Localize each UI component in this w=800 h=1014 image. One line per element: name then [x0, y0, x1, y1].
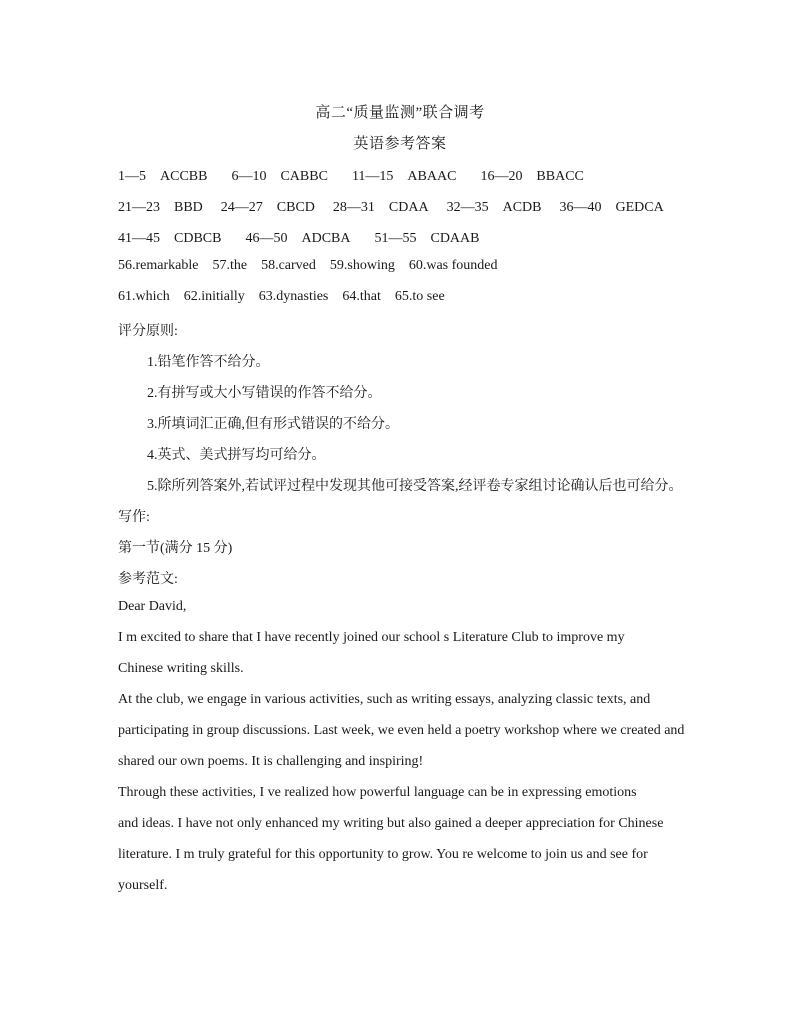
essay-line: I m excited to share that I have recently joined our school s Literature Club to improve my [118, 630, 625, 645]
document-title: 高二“质量监测”联合调考 [315, 105, 485, 121]
fill-in-row-1 [118, 258, 512, 274]
answer-group: 36—40 GEDCA [559, 200, 664, 215]
sample-essay-label: 参考范文: [118, 572, 178, 587]
answer-group: 32—35 ACDB [446, 200, 542, 215]
answer-row-3 [118, 227, 504, 247]
scoring-rule: 5.除所列答案外,若试评过程中发现其他可接受答案,经评卷专家组讨论确认后也可给分。 [147, 479, 683, 494]
answer-group: 16—20 BBACC [480, 169, 584, 184]
scoring-heading: 评分原则: [118, 324, 178, 339]
essay-line: Chinese writing skills. [118, 661, 244, 676]
essay-line: At the club, we engage in various activities, such as writing essays, analyzing classic texts, and [118, 692, 651, 707]
scoring-rule: 2.有拼写或大小写错误的作答不给分。 [147, 386, 382, 401]
fill-in-answer: 65.to see [394, 289, 445, 304]
scoring-rule: 1.铅笔作答不给分。 [147, 355, 270, 370]
answer-group: 6—10 CABBC [231, 169, 328, 184]
fill-in-answer: 56.remarkable [118, 258, 199, 273]
essay-line: literature. I m truly grateful for this opportunity to grow. You re welcome to join us and see for [118, 847, 648, 862]
scoring-rule: 3.所填词汇正确,但有形式错误的不给分。 [147, 417, 399, 432]
answer-group: 51—55 CDAAB [374, 231, 480, 246]
fill-in-answer: 59.showing [329, 258, 395, 273]
answer-group: 11—15 ABAAC [351, 169, 457, 184]
document-subtitle: 英语参考答案 [353, 136, 447, 152]
fill-in-row-2 [118, 289, 459, 305]
fill-in-answer: 63.dynasties [258, 289, 329, 304]
scoring-rule: 4.英式、美式拼写均可给分。 [147, 448, 326, 463]
fill-in-answer: 58.carved [261, 258, 316, 273]
fill-in-answer: 62.initially [183, 289, 245, 304]
answer-group: 21—23 BBD [118, 200, 203, 215]
letter-salutation: Dear David, [118, 599, 187, 614]
answer-group: 24—27 CBCD [220, 200, 315, 215]
essay-line: and ideas. I have not only enhanced my writing but also gained a deeper appreciation for Chinese [118, 816, 664, 831]
answer-group: 28—31 CDAA [332, 200, 429, 215]
essay-line: Through these activities, I ve realized how powerful language can be in expressing emotions [118, 785, 637, 800]
fill-in-answer: 57.the [212, 258, 248, 273]
answer-group: 1—5 ACCBB [118, 169, 208, 184]
writing-section: 第一节(满分 15 分) [118, 541, 233, 556]
essay-line: yourself. [118, 878, 168, 893]
essay-line: participating in group discussions. Last week, we even held a poetry workshop where we created and [118, 723, 685, 738]
fill-in-answer: 64.that [342, 289, 381, 304]
writing-heading: 写作: [118, 510, 150, 525]
fill-in-answer: 61.which [118, 289, 170, 304]
fill-in-answer: 60.was founded [408, 258, 498, 273]
essay-line: shared our own poems. It is challenging and inspiring! [118, 754, 424, 769]
answer-row-1 [118, 165, 608, 185]
answer-group: 41—45 CDBCB [118, 231, 222, 246]
answer-group: 46—50 ADCBA [245, 231, 351, 246]
answer-row-2 [118, 196, 664, 216]
